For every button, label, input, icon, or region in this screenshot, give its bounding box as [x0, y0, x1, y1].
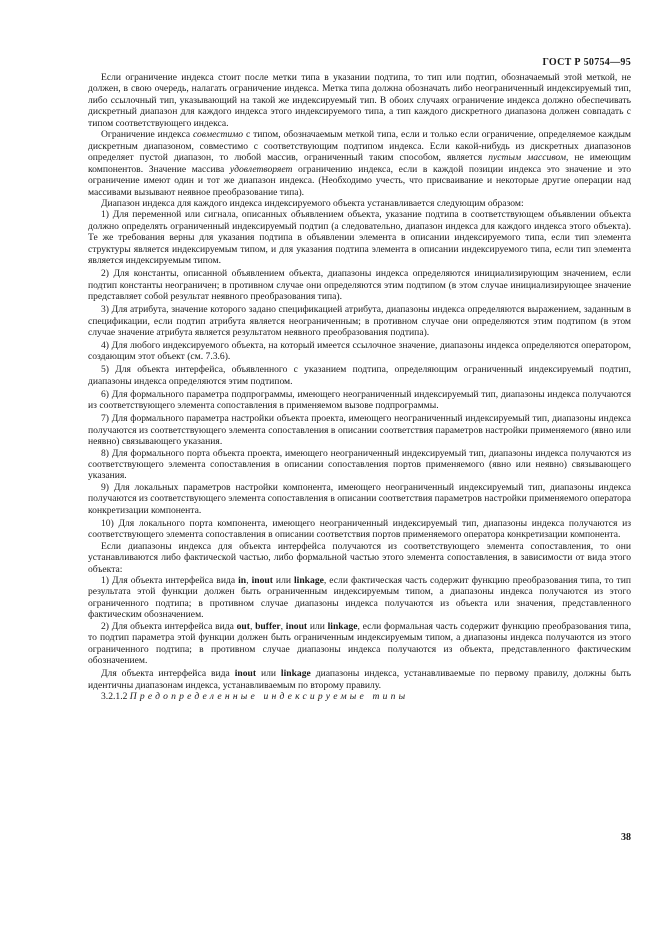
- keyword: inout: [251, 574, 273, 586]
- text-run: 2) Для объекта интерфейса вида: [101, 620, 237, 632]
- paragraph: [88, 448, 631, 482]
- text-run: ,: [249, 620, 256, 632]
- paragraph: [88, 691, 631, 702]
- paragraph: [88, 518, 631, 541]
- paragraph: [88, 668, 631, 691]
- text-run: Для объекта интерфейса вида: [101, 668, 235, 680]
- text-run: или: [256, 668, 281, 680]
- text-run: 8) Для формального порта объекта проекта, имеющего неограниченный индексируемый тип, диапазоны индекса получаются из соответствующего элемента сопоставления в описании сопоставления портов применяемого (явно или неявно) связывающего указания.: [88, 447, 631, 482]
- text-run: или: [272, 574, 295, 586]
- standard-header: ГОСТ Р 50754—95: [542, 57, 631, 68]
- paragraph: [88, 364, 631, 387]
- keyword: buffer: [255, 620, 281, 632]
- emphasis: пустым массивом: [488, 152, 566, 164]
- page-number: 38: [621, 832, 631, 843]
- paragraph: [88, 268, 631, 302]
- text-run: 9) Для локальных параметров настройки компонента, имеющего неограниченный индексируемый тип, диапазоны индекса получаются из соответствующего элемента сопоставления в описании соответствия параметров настройки применяемого оператора конкретизации компонента.: [88, 481, 632, 516]
- text-run: 10) Для локального порта компонента, имеющего неограниченный индексируемый тип, диапазоны индекса получаются из соответствующего элемента сопоставления в описании соответствия портов применяемого оператора конкретизации компонента.: [88, 517, 631, 541]
- paragraph: [88, 72, 631, 129]
- paragraph: [88, 482, 631, 516]
- paragraph: [88, 413, 631, 447]
- text-run: 6) Для формального параметра подпрограммы, имеющего неограниченный индексируемый тип, диапазоны индекса получаются из соответствующего элемента сопоставления в применяемом вызове подпрограммы.: [88, 388, 631, 412]
- text-run: ,: [280, 620, 286, 632]
- paragraph: [88, 575, 631, 621]
- text-run: 4) Для любого индексируемого объекта, на который имеется ссылочное значение, диапазоны индекса определяются оператором, создающим этот объект (см. 7.3.6).: [88, 339, 631, 363]
- text-run: , не имеющим компонентов. Значение массива: [88, 152, 632, 175]
- paragraph: [88, 129, 631, 198]
- emphasis: совместимо: [192, 129, 244, 141]
- keyword: inout: [234, 668, 257, 680]
- paragraph: [88, 198, 631, 209]
- text-run: 3) Для атрибута, значение которого задано спецификацией атрибута, диапазоны индекса определяются выражением, заданным в спецификации, если подтип атрибута является неограниченным; в противном случае они определяются этим подтипом (в этом случае значение атрибута является результатом неявного преобразования подтипа).: [88, 304, 631, 338]
- paragraph: [88, 389, 631, 412]
- keyword: in: [238, 574, 247, 586]
- keyword: inout: [285, 620, 308, 632]
- keyword: out: [236, 620, 250, 632]
- paragraph: [88, 209, 631, 266]
- text-run: ограничению индекса, если в каждой позиции индекса это значение и это ограничение имеют один и тот же диапазон индекса. (Необходимо учесть, что присваивание и некоторые другие операции над массивами вызывают неявное преобразование типа).: [88, 163, 631, 198]
- text-run: Если диапазоны индекса для объекта интерфейса получаются из соответствующего элемента сопоставления, то они устанавливаются либо фактической частью, либо формальной частью этого элемента сопоставления, в зависимости от вида этого объекта:: [88, 540, 631, 575]
- text-run: Если ограничение индекса стоит после метки типа в указании подтипа, то тип или подтип, обозначаемый этой меткой, не должен, в свою очередь, налагать ограничение индекса. Метка типа должна обозначать либо неограниченный индексируемый тип, либо ссылочный тип, указывающий на такой же индексируемый тип. В обоих случаях ограничение индекса должно обеспечивать дискретный диапазон для каждого индекса этого индексируемого типа, а тип каждого дискретного диапазона должен совпадать с типом соответствующего индекса.: [88, 72, 631, 129]
- text-run: 2) Для константы, описанной объявлением объекта, диапазоны индекса определяются инициализирующим значением, если подтип константы неограничен; в противном случае они определяются этим подтипом (в этом случае инициализирующее значение представляет собой результат неявного преобразования типа).: [88, 268, 631, 303]
- text-run: или: [307, 620, 328, 632]
- paragraph: [88, 541, 631, 575]
- text-run: ,: [246, 574, 252, 586]
- text-run: Ограничение индекса: [101, 129, 193, 141]
- text-run: , если фактическая часть содержит функцию преобразования типа, то тип результата этой функции должен быть ограниченным индексируемым типом, а диапазоны индекса получаются из этого ограниченного подтипа; в противном случае диапазоны индекса получаются из объекта или значения, представленного фактическим обозначением.: [88, 574, 632, 621]
- keyword: linkage: [294, 574, 324, 586]
- paragraph: [88, 340, 631, 363]
- text-run: 3.2.1.2: [101, 691, 130, 703]
- text-run: 5) Для объекта интерфейса, объявленного с указанием подтипа, определяющим ограниченный индексируемый подтип, диапазоны индекса определяются этим подтипом.: [88, 364, 631, 387]
- text-run: 1) Для объекта интерфейса вида: [101, 574, 239, 586]
- paragraph: [88, 304, 631, 338]
- text-run: 1) Для переменной или сигнала, описанных объявлением объекта, указание подтипа в соответствующем объявлении объекта должно определять ограниченный индексируемый подтип (а следовательно, диапазон индекса для каждого индекса этого объекта). Те же требования верны для указания подтипа в объявлении элемента в описании индексируемого типа, если тип элемента структуры является индексируемым типом, и для указания подтипа элемента в описании индексируемого типа, если тип элемента является индексируемым типом.: [88, 209, 631, 267]
- text-run: диапазоны индекса, устанавливаемые по первому правилу, должны быть идентичны диапазонам индекса, устанавливаемым по второму правилу.: [88, 668, 631, 691]
- emphasis: Предопределенные индексируемые типы: [129, 691, 409, 703]
- emphasis: удовлетворяет: [229, 163, 293, 175]
- text-run: , если формальная часть содержит функцию преобразования типа, то подтип параметра этой функции должен быть ограниченным индексируемым типом, а диапазоны индекса получаются из этого ограниченного подтипа; в противном случае диапазоны индекса получаются из объекта, представленного фактическим обозначением.: [88, 620, 632, 667]
- text-run: с типом, обозначаемым меткой типа, если и только если ограничение, определяемое каждым дискретным диапазоном, совместимо с соответствующим подтипом индекса. Если какой-нибудь из дискретных диапазонов определяет пустой диапазон, то любой массив, ограниченный таким способом, является: [88, 129, 631, 164]
- keyword: linkage: [327, 620, 358, 632]
- text-run: 7) Для формального параметра настройки объекта проекта, имеющего неограниченный индексируемый тип, диапазоны индекса получаются из соответствующего элемента сопоставления в описании соответствия параметров настройки применяемого (явно или неявно) связывающего указания.: [88, 413, 631, 448]
- text-run: Диапазон индекса для каждого индекса индексируемого объекта устанавливается следующим образом:: [101, 197, 524, 209]
- keyword: linkage: [280, 668, 311, 680]
- body-text: [88, 72, 631, 702]
- paragraph: [88, 621, 631, 667]
